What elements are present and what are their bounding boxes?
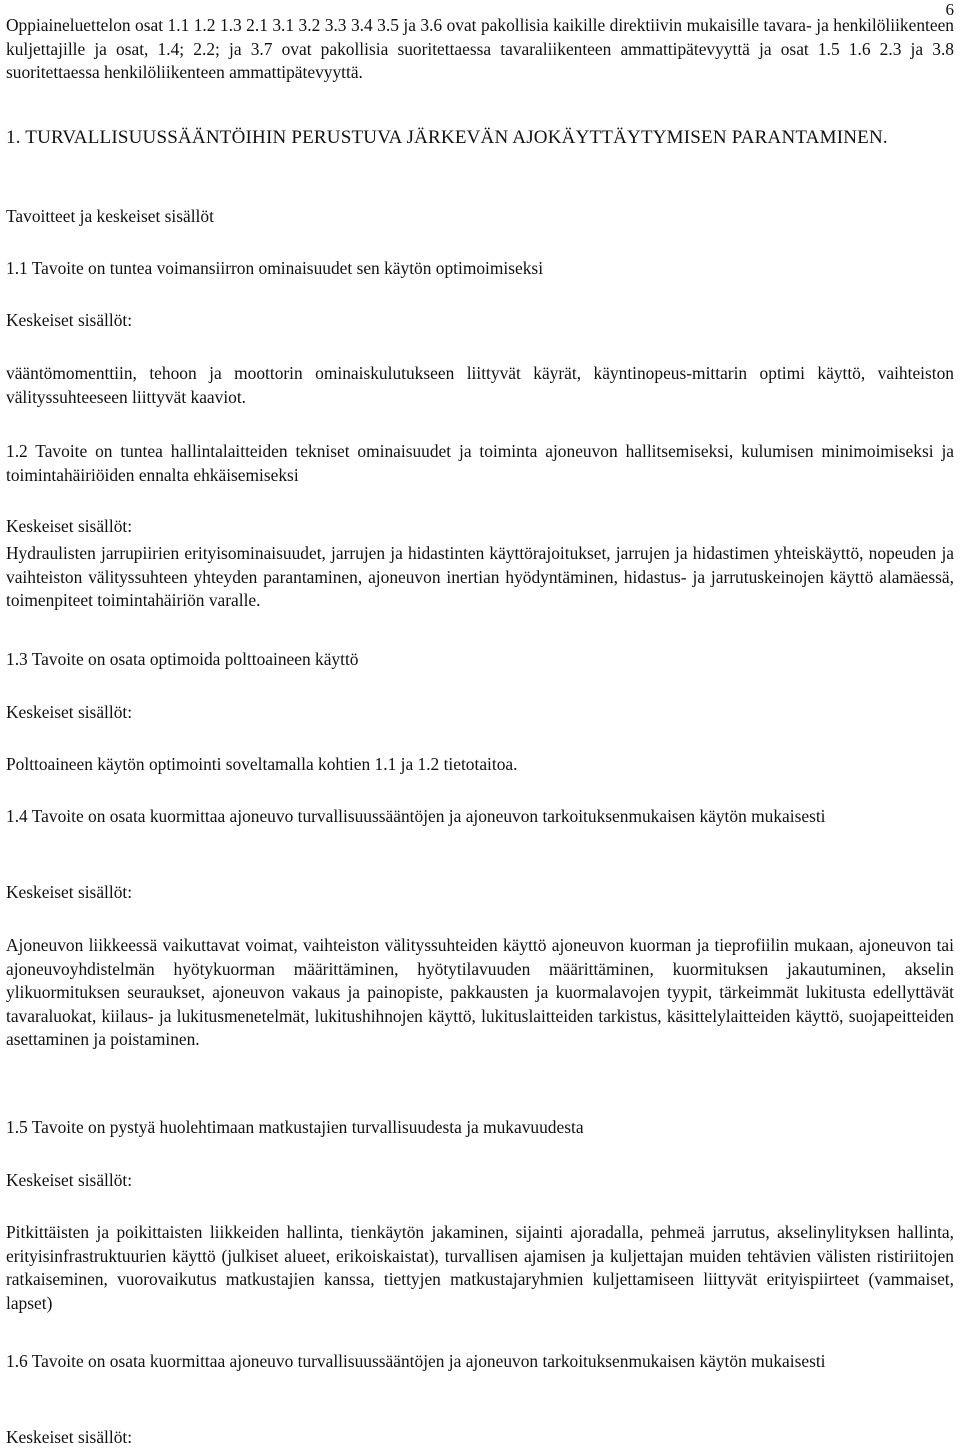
content-1-4: Ajoneuvon liikkeessä vaikuttavat voimat, vaihteiston välityssuhteiden käyttö ajoneuvon kuorman ja tieprofiilin mukaan, ajoneuvon tai ajoneuvoyhdistelmän hyötykuorman määrittäminen, hyötytilavuuden määrittäminen, kuormituksen jakautuminen, akselin ylikuormituksen seuraukset, ajoneuvon vakaus ja painopiste, pakkausten ja kuormalavojen tyypit, tärkeimmät lukitusta edellyttävät tavaraluokat, kiilaus- ja lukitusmenetelmät, lukitushihnojen käyttö, lukituslaitteiden tarkistus, käsittelylaitteiden käyttö, suojapeitteiden asettaminen ja poistaminen. <box>6 935 954 1049</box>
content-1-2: Hydraulisten jarrupiirien erityisominaisuudet, jarrujen ja hidastinten käyttörajoitukset, jarrujen ja hidastimen yhteiskäyttö, nopeuden ja vaihteiston välityssuhteen yhteyden parantaminen, ajoneuvon inertian hyödyntäminen, hidastus- ja jarrutuskeinojen käyttö alamäessä, toimenpiteet toimintahäiriön varalle. <box>6 543 954 610</box>
document-page <box>6 0 956 1449</box>
content-label-1-1: Keskeiset sisällöt: <box>6 310 133 330</box>
content-label-1-5: Keskeiset sisällöt: <box>6 1170 133 1190</box>
goal-1-1: 1.1 Tavoite on tuntea voimansiirron ominaisuudet sen käytön optimoimiseksi <box>6 258 544 278</box>
content-label-1-3: Keskeiset sisällöt: <box>6 702 133 722</box>
main-heading: 1. TURVALLISUUSSÄÄNTÖIHIN PERUSTUVA JÄRKEVÄN AJOKÄYTTÄYTYMISEN PARANTAMINEN. <box>6 127 888 148</box>
goal-1-5: 1.5 Tavoite on pystyä huolehtimaan matkustajien turvallisuudesta ja mukavuudesta <box>6 1117 584 1137</box>
goal-1-4: 1.4 Tavoite on osata kuormittaa ajoneuvo turvallisuussääntöjen ja ajoneuvon tarkoituksenmukaisen käytön mukaisesti <box>6 806 826 826</box>
content-label-1-6: Keskeiset sisällöt: <box>6 1427 133 1447</box>
content-label-1-4: Keskeiset sisällöt: <box>6 882 133 902</box>
content-1-5: Pitkittäisten ja poikittaisten liikkeiden hallinta, tienkäytön jakaminen, sijainti ajoradalla, pehmeä jarrutus, akselinylityksen hallinta, erityisinfrastruktuurien käyttö (julkiset alueet, erikoiskaistat), turvallisen ajamisen ja kuljettajan muiden tehtävien välisten ristiriitojen ratkaiseminen, vuorovaikutus matkustajien kanssa, tiettyjen matkustajaryhmien kuljettamiseen liittyvät erityispiirteet (vammaiset, lapset) <box>6 1222 954 1313</box>
goal-1-3: 1.3 Tavoite on osata optimoida polttoaineen käyttö <box>6 649 359 669</box>
content-label-1-2: Keskeiset sisällöt: <box>6 516 133 536</box>
content-1-1: vääntömomenttiin, tehoon ja moottorin ominaiskulutukseen liittyvät käyrät, käyntinopeus-mittarin optimi käyttö, vaihteiston välityssuhteeseen liittyvät kaaviot. <box>6 363 954 407</box>
content-1-3: Polttoaineen käytön optimointi soveltamalla kohtien 1.1 ja 1.2 tietotaitoa. <box>6 754 518 774</box>
goal-1-2: 1.2 Tavoite on tuntea hallintalaitteiden tekniset ominaisuudet ja toiminta ajoneuvon hallitsemiseksi, kulumisen minimoimiseksi ja toimintahäiriöiden ennalta ehkäisemiseksi <box>6 441 954 485</box>
intro-paragraph: Oppiaineluettelon osat 1.1 1.2 1.3 2.1 3.1 3.2 3.3 3.4 3.5 ja 3.6 ovat pakollisia kaikille direktiivin mukaisille tavara- ja henkilöliikenteen kuljettajille ja osat, 1.4; 2.2; ja 3.7 ovat pakollisia suoritettaessa tavaraliikenteen ammattipätevyyttä ja osat 1.5 1.6 2.3 ja 3.8 suoritettaessa henkilöliikenteen ammattipätevyyttä. <box>6 15 954 82</box>
subheading: Tavoitteet ja keskeiset sisällöt <box>6 206 214 226</box>
page-number: 6 <box>945 0 954 19</box>
goal-1-6: 1.6 Tavoite on osata kuormittaa ajoneuvo turvallisuussääntöjen ja ajoneuvon tarkoituksenmukaisen käytön mukaisesti <box>6 1351 826 1371</box>
